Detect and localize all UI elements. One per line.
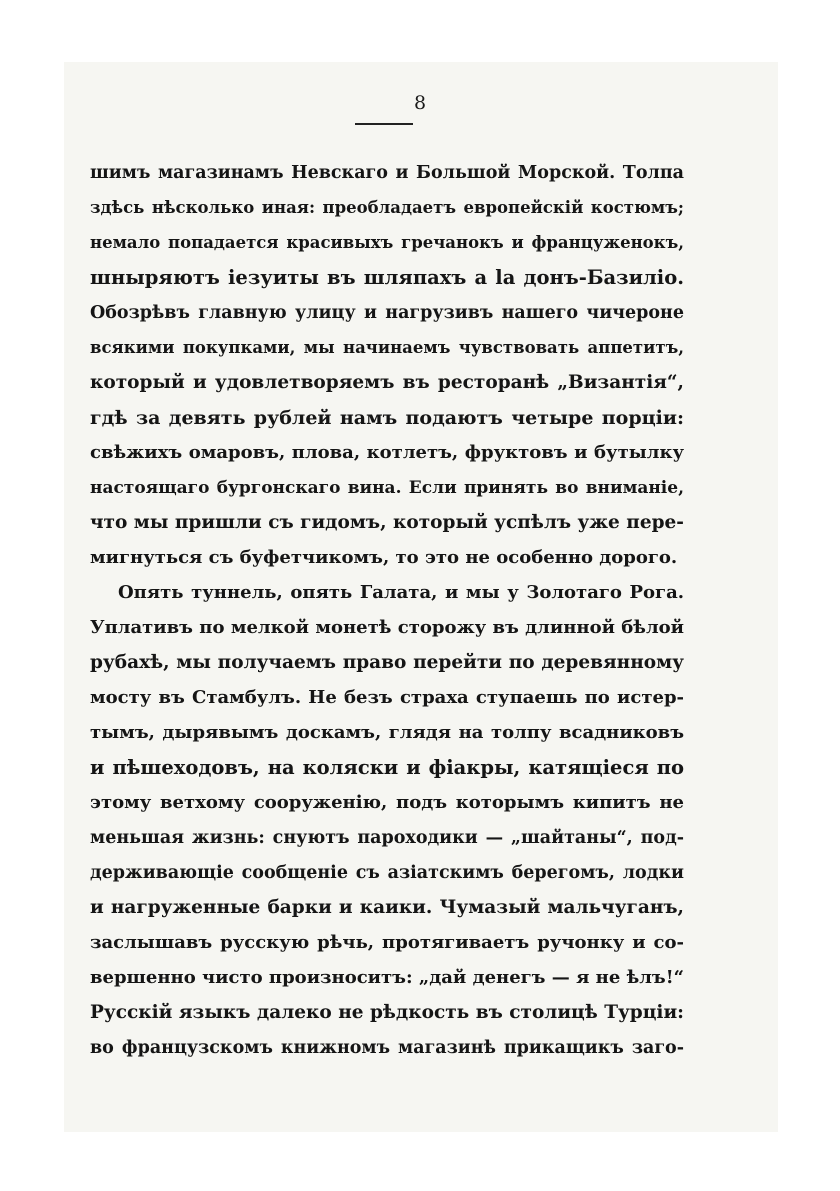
page-number-rule (355, 123, 413, 125)
text-line: здѣсь нѣсколько иная: преобладаетъ европейскій костюмъ; (90, 198, 684, 217)
text-line: держивающіе сообщеніе съ азіатскимъ берегомъ, лодки (90, 863, 684, 883)
text-line: рубахѣ, мы получаемъ право перейти по деревянному (90, 652, 684, 673)
text-line: Опять туннель, опять Галата, и мы у Золотаго Рога. (118, 582, 684, 603)
text-line: и нагруженные барки и каики. Чумазый мальчуганъ, (90, 897, 684, 918)
text-line: во французскомъ книжномъ магазинѣ прикащикъ заго- (90, 1038, 684, 1058)
text-line: шныряютъ іезуиты въ шляпахъ а la донъ-Базиліо. (90, 266, 684, 289)
text-line: свѣжихъ омаровъ, плова, котлетъ, фруктовъ и бутылку (90, 442, 684, 463)
text-line: который и удовлетворяемъ въ ресторанѣ „Византія“, (90, 372, 684, 393)
text-line: заслышавъ русскую рѣчь, протягиваетъ ручонку и со- (90, 932, 684, 953)
text-line: этому ветхому сооруженію, подъ которымъ кипитъ не (90, 792, 684, 813)
text-line: Обозрѣвъ главную улицу и нагрузивъ нашего чичероне (90, 303, 684, 323)
text-line: меньшая жизнь: снуютъ пароходики — „шайтаны“, под- (90, 828, 684, 848)
text-line: гдѣ за девять рублей намъ подаютъ четыре порціи: (90, 407, 684, 429)
text-line: немало попадается красивыхъ гречанокъ и француженокъ, (90, 233, 684, 252)
text-line: и пѣшеходовъ, на коляски и фіакры, катящіеся по (90, 756, 684, 779)
text-line: Русскій языкъ далеко не рѣдкость въ столицѣ Турціи: (90, 1002, 684, 1023)
text-line: шимъ магазинамъ Невскаго и Большой Морской. Толпа (90, 163, 684, 183)
text-line: настоящаго бургонскаго вина. Если принять во вниманіе, (90, 478, 684, 498)
text-line: вершенно чисто произноситъ: „дай денегъ — я не ѣлъ!“ (90, 967, 684, 988)
text-line: мосту въ Стамбулъ. Не безъ страха ступаешь по истер- (90, 687, 684, 708)
text-line: мигнуться съ буфетчикомъ, то это не особенно дорого. (90, 547, 678, 568)
text-line: что мы пришли съ гидомъ, который успѣлъ уже пере- (90, 512, 684, 533)
text-line: всякими покупками, мы начинаемъ чувствовать аппетитъ, (90, 338, 684, 357)
text-line: Уплативъ по мелкой монетѣ сторожу въ длинной бѣлой (90, 617, 684, 638)
text-line: тымъ, дырявымъ доскамъ, глядя на толпу всадниковъ (90, 722, 684, 743)
page-number: 8 (413, 92, 427, 114)
